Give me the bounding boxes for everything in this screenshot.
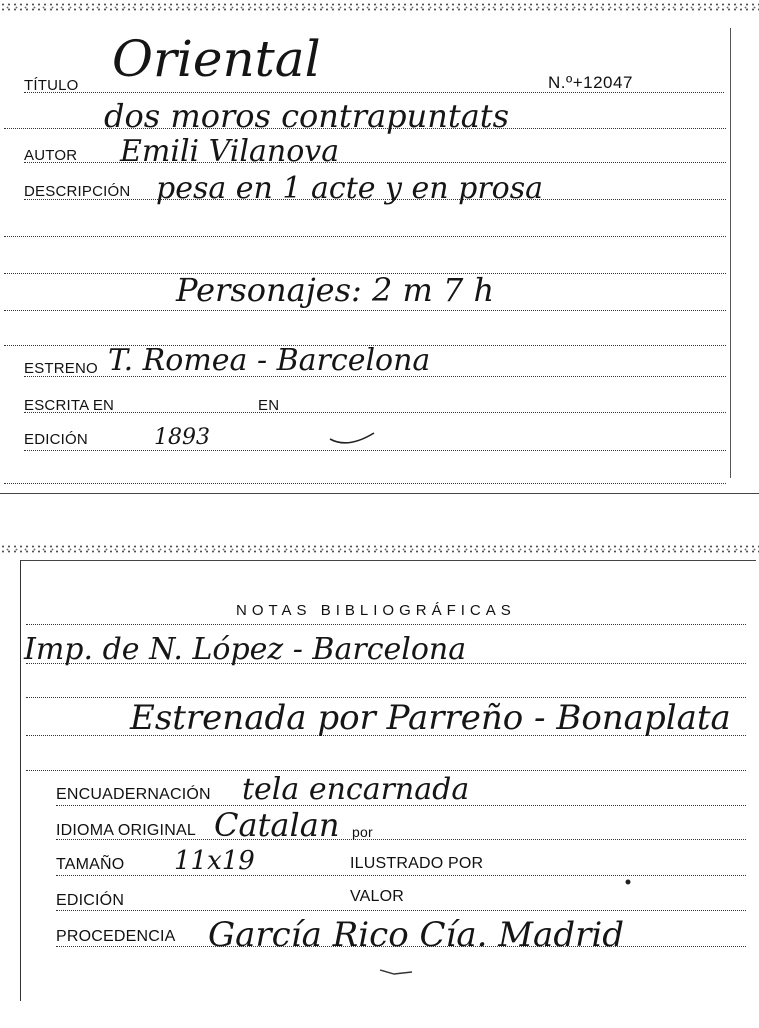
label-edicion-2: EDICIÓN bbox=[56, 892, 125, 909]
card1-frame bbox=[8, 28, 731, 478]
rule-edicion bbox=[24, 450, 726, 451]
catalog-card-back bbox=[0, 540, 759, 1028]
label-estreno: ESTRENO bbox=[24, 360, 98, 377]
handwritten-imprenta: Imp. de N. López - Barcelona bbox=[24, 632, 467, 667]
label-tamano: TAMAÑO bbox=[56, 856, 125, 873]
rule-escrita bbox=[24, 412, 726, 413]
label-encuadernacion: ENCUADERNACIÓN bbox=[56, 786, 211, 803]
rule-blank-3 bbox=[4, 310, 726, 311]
label-autor: AUTOR bbox=[24, 147, 78, 164]
handwritten-autor: Emili Vilanova bbox=[120, 134, 340, 169]
handwritten-estrenada: Estrenada por Parreño - Bonaplata bbox=[130, 698, 731, 738]
handwritten-tamano: 11x19 bbox=[174, 846, 255, 876]
label-valor: VALOR bbox=[350, 888, 405, 905]
label-escrita-en: ESCRITA EN bbox=[24, 397, 115, 414]
rule-bottom bbox=[4, 483, 726, 484]
handwritten-encuadernacion: tela encarnada bbox=[242, 772, 470, 807]
label-edicion: EDICIÓN bbox=[24, 431, 88, 448]
label-por: por bbox=[352, 824, 373, 840]
label-titulo: TÍTULO bbox=[24, 77, 79, 94]
handwritten-descripcion: pesa en 1 acte y en prosa bbox=[156, 171, 544, 206]
handwritten-title-subtitle: dos moros contrapuntats bbox=[104, 97, 510, 135]
handwritten-personajes: Personajes: 2 m 7 h bbox=[176, 271, 495, 309]
pen-dot-mark bbox=[624, 878, 632, 886]
handwritten-title: Oriental bbox=[112, 30, 321, 88]
rule-notas-5 bbox=[26, 770, 746, 771]
handwritten-edicion: 1893 bbox=[154, 425, 210, 450]
rule-tamano bbox=[56, 875, 746, 876]
catalog-card-front bbox=[0, 0, 759, 500]
card-separator bbox=[0, 493, 759, 494]
handwritten-idioma: Catalan bbox=[214, 806, 340, 844]
label-idioma-original: IDIOMA ORIGINAL bbox=[56, 822, 196, 839]
label-en: EN bbox=[258, 397, 280, 414]
rule-blank-1 bbox=[4, 236, 726, 237]
label-procedencia: PROCEDENCIA bbox=[56, 928, 176, 945]
label-descripcion: DESCRIPCIÓN bbox=[24, 183, 131, 200]
pen-stroke-mark bbox=[328, 425, 378, 449]
rule-notas bbox=[26, 624, 746, 625]
rule-edicion-2 bbox=[56, 910, 746, 911]
notas-heading: NOTAS BIBLIOGRÁFICAS bbox=[236, 602, 516, 619]
pen-tick-mark bbox=[378, 964, 418, 980]
handwritten-estreno: T. Romea - Barcelona bbox=[108, 343, 431, 378]
label-ilustrado-por: ILUSTRADO POR bbox=[350, 855, 484, 872]
catalog-number: N.º+12047 bbox=[548, 73, 633, 92]
handwritten-procedencia: García Rico Cía. Madrid bbox=[208, 915, 624, 955]
